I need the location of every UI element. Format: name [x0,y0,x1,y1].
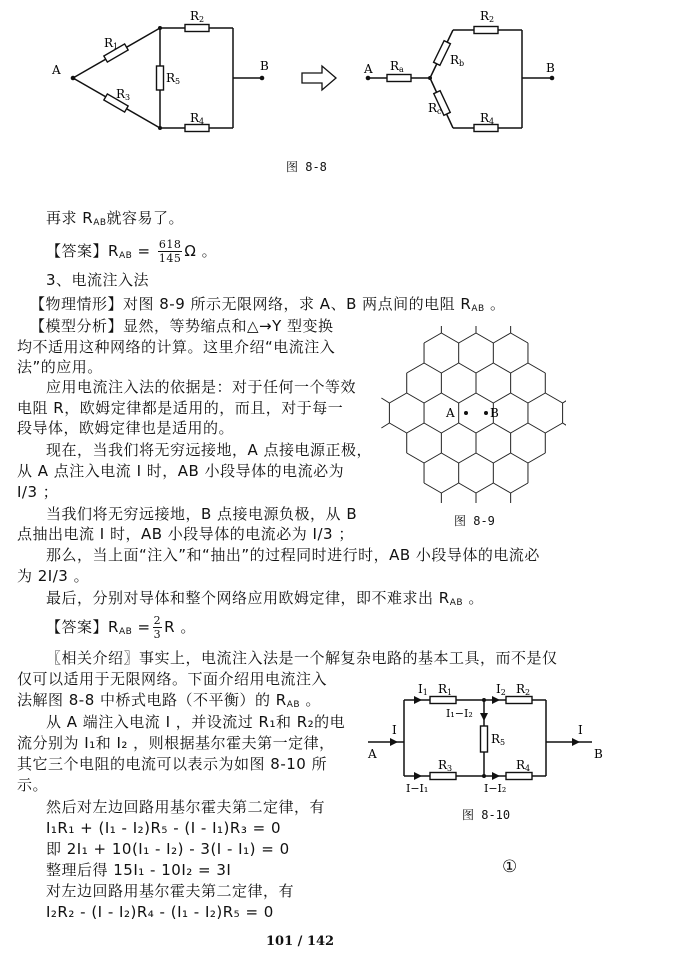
lattice-edge [381,423,389,428]
current-in-label: I [392,723,397,737]
lattice-edge [441,363,458,373]
node-b-label-y: B [546,61,555,75]
kirchhoff-line-1: 然后对左边回路用基尔霍夫第二定律，有 [46,798,326,816]
lattice-edge [476,393,493,403]
lattice-edge [407,453,424,463]
i2-label: I2 [496,682,506,697]
lattice-edge [441,453,458,463]
answer-2: 【答案】$R_{AB}$ = $\frac{2}{3}$ R 。 [46,614,196,641]
node-b-label: B [260,59,269,73]
equation-2: 即 2I₁ + 10(I₁ - I₂) - 3(I - I₁) = 0 [46,840,290,858]
lattice-edge [424,393,441,403]
node-a-label: A [446,406,455,420]
now-line-2: 从 A 点注入电流 I 时，AB 小段导体的电流必为 [17,462,345,480]
basis-line-1: 应用电流注入法的依据是：对于任何一个等效 [46,378,357,396]
lattice-edge [389,393,406,403]
lattice-edge [441,483,458,493]
lattice-edge [545,423,562,433]
lattice-edge [493,363,510,373]
lattice-edge [459,363,476,373]
lattice-edge [424,423,441,433]
circled-number: ① [502,857,518,877]
equation-3: 整理后得 15I₁ - 10I₂ = 3I [46,861,232,879]
related-line-1: 〖相关介绍〗事实上，电流注入法是一个解复杂电路的基本工具，而不是仅 [46,649,558,667]
from-line-3: 其它三个电阻的电流可以表示为如图 8-10 所 [17,755,328,773]
related-line-2: 仅可以适用于无限网络。下面介绍用电流注入 [17,670,328,688]
r1-label: R1 [438,682,453,697]
lattice-edge [424,333,441,343]
lattice-edge [563,398,566,403]
lattice-edge [511,363,528,373]
i1-minus-i2-label: I₁−I₂ [446,707,473,720]
lattice-edge [389,423,406,433]
lattice-edge [528,423,545,433]
lattice-edge [476,363,493,373]
r1-label: R1 [104,36,119,51]
node-a-label: A [368,747,377,761]
from-line-1: 从 A 端注入电流 I ，并设流过 R₁和 R₂的电 [46,713,346,731]
lattice-edge [476,333,493,343]
node-a-label-y: A [364,62,373,76]
i1-label: I1 [418,682,428,697]
model-line-3: 法”的应用。 [17,358,103,376]
lattice-edge [407,423,424,433]
lattice-edge [424,453,441,463]
node-b-label: B [490,406,499,420]
lattice-edge [563,423,566,428]
r3-label: R3 [116,87,131,102]
lattice-edge [424,483,441,493]
now-line-1: 现在，当我们将无穷远接地，A 点接电源正极， [46,441,373,459]
node-a-label: A [52,63,61,77]
r2-label: R2 [190,9,205,24]
lattice-edge [528,393,545,403]
lattice-edge [459,393,476,403]
r2-label-y: R2 [480,9,495,24]
node-a-dot [464,411,468,415]
from-line-2: 流分别为 I₁和 I₂ ，则根据基尔霍夫第一定律， [17,734,335,752]
rb-label: Rb [450,53,465,68]
lattice-edge [493,483,510,493]
r3-label: R3 [438,758,453,773]
node-b-label: B [594,747,603,761]
when-line-1: 当我们将无穷远接地，B 点接电源负极，从 B [46,505,358,523]
lattice-edge [459,483,476,493]
physical-situation: 【物理情形】对图 8-9 所示无限网络，求 A、B 两点间的电阻 $R_{AB}$ 。 [30,295,506,314]
lattice-edge [493,423,510,433]
basis-line-3: 段导体，欧姆定律也是适用的。 [17,419,235,437]
lattice-edge [476,423,493,433]
lattice-edge [511,393,528,403]
figure-8-10-caption: 图 8-10 [462,808,511,822]
kirchhoff-line-2: 对左边回路用基尔霍夫第二定律，有 [46,882,295,900]
then-line-1: 那么，当上面“注入”和“抽出”的过程同时进行时，AB 小段导体的电流必 [46,546,540,564]
lattice-edge [476,483,493,493]
i-minus-i2-label: I−I₂ [484,782,507,795]
r4-label: R4 [516,758,531,773]
lattice-edge [545,393,562,403]
figure-8-8 [40,0,640,150]
from-line-4: 示。 [17,776,49,794]
lattice-edge [441,393,458,403]
current-out-label: I [578,723,583,737]
ra-label: Ra [390,59,404,74]
lattice-edge [528,363,545,373]
basis-line-2: 电阻 R，欧姆定律都是适用的，而且，对于每一 [17,399,344,417]
i-minus-i1-label: I−I₁ [406,782,429,795]
lattice-edge [511,333,528,343]
then-line-2: 为 2I/3 。 [17,567,90,585]
lattice-edge [459,333,476,343]
lattice-edge [407,363,424,373]
lattice-edge [493,333,510,343]
lattice-edge [528,453,545,463]
last-line: 最后，分别对导体和整个网络应用欧姆定律，即不难求出 $R_{AB}$ 。 [46,589,484,608]
page-number: 101 / 142 [266,934,335,949]
model-line-2: 均不适用这种网络的计算。这里介绍“电流注入 [17,338,336,356]
when-line-2: 点抽出电流 I 时，AB 小段导体的电流必为 I/3 ； [17,525,354,543]
r5-label: R5 [166,71,181,86]
lattice-edge [476,453,493,463]
line-rab: 再求 $R_{AB}$就容易了。 [46,209,185,228]
now-line-3: I/3 ； [17,483,59,501]
r4-label-y: R4 [480,111,495,126]
model-line-1: 【模型分析】显然，等势缩点和△→Y 型变换 [30,317,334,335]
figure-8-9-caption: 图 8-9 [454,514,495,528]
r2-label: R2 [516,682,531,697]
lattice-edge [493,393,510,403]
lattice-edge [441,423,458,433]
lattice-edge [493,453,510,463]
figure-8-9 [380,326,566,504]
equation-1: I₁R₁ + (I₁ - I₂)R₅ - (I - I₁)R₃ = 0 [46,819,281,837]
lattice-edge [407,393,424,403]
lattice-edge [511,423,528,433]
r4-label: R4 [190,111,205,126]
lattice-edge [441,333,458,343]
r5-label: R5 [491,732,506,747]
figure-8-10 [360,680,616,800]
lattice-edge [459,453,476,463]
lattice-edge [511,483,528,493]
lattice-edge [381,398,389,403]
section-3-heading: 3、电流注入法 [46,271,150,289]
lattice-edge [424,363,441,373]
rc-label: Rc [428,101,442,116]
related-line-3: 法解图 8-8 中桥式电路（不平衡）的 $R_{AB}$ 。 [17,691,321,710]
lattice-edge [511,453,528,463]
answer-1: 【答案】$R_{AB}$ = $\frac{618}{145}$ Ω 。 [46,238,218,265]
figure-8-8-caption: 图 8-8 [286,160,327,174]
equation-4: I₂R₂ - (I - I₂)R₄ - (I₁ - I₂)R₅ = 0 [46,903,274,921]
transform-arrow-icon [302,66,336,90]
node-b-dot [484,411,488,415]
lattice-edge [459,423,476,433]
